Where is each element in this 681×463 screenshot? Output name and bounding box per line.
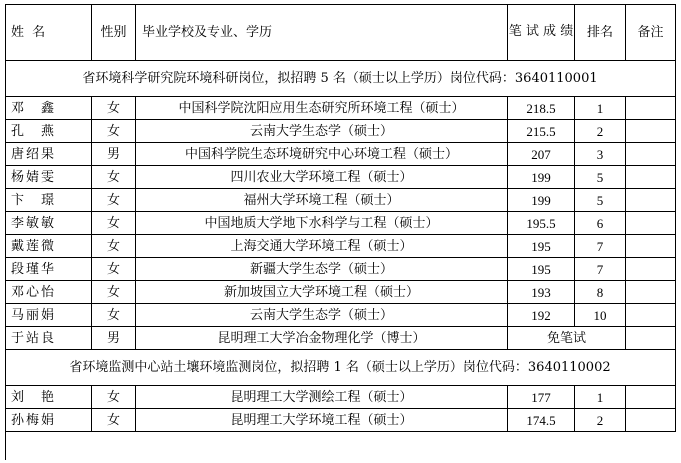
- section-title: 省环境科学研究院环境科研岗位，拟招聘 5 名（硕士以上学历）岗位代码：3640110001: [5, 61, 676, 97]
- candidate-name: 孙梅娟: [5, 409, 92, 432]
- candidate-name: 卞 璟: [5, 189, 92, 212]
- candidate-name: 于站良: [5, 327, 92, 350]
- candidate-rank: 2: [575, 120, 626, 143]
- candidate-rank: 7: [575, 235, 626, 258]
- candidate-note: [626, 304, 676, 327]
- candidate-name: 唐绍果: [5, 143, 92, 166]
- candidate-gender: 男: [92, 327, 136, 350]
- candidate-school: 四川农业大学环境工程（硕士）: [136, 166, 508, 189]
- candidate-gender: 女: [92, 386, 136, 409]
- candidate-school: 新加坡国立大学环境工程（硕士）: [136, 281, 508, 304]
- candidate-note: [626, 281, 676, 304]
- header-name: 姓 名: [5, 4, 92, 61]
- candidate-rank: 3: [575, 143, 626, 166]
- candidate-gender: 女: [92, 97, 136, 120]
- candidate-gender: 女: [92, 235, 136, 258]
- candidate-name: 李敏敏: [5, 212, 92, 235]
- candidate-rank: 1: [575, 97, 626, 120]
- candidate-rank: 10: [575, 304, 626, 327]
- exempt-note: 免笔试: [508, 327, 626, 350]
- candidate-score: 218.5: [508, 97, 575, 120]
- header-rank: 排名: [575, 4, 626, 61]
- candidate-note: [626, 327, 676, 350]
- candidate-score: 199: [508, 166, 575, 189]
- candidate-rank: 8: [575, 281, 626, 304]
- candidate-score: 199: [508, 189, 575, 212]
- candidate-name: 杨婧雯: [5, 166, 92, 189]
- candidate-note: [626, 258, 676, 281]
- candidate-rank: 6: [575, 212, 626, 235]
- candidate-score: 195.5: [508, 212, 575, 235]
- candidate-rank: 5: [575, 166, 626, 189]
- candidate-rank: 2: [575, 409, 626, 432]
- candidate-name: 段瑾华: [5, 258, 92, 281]
- candidate-note: [626, 409, 676, 432]
- candidate-gender: 女: [92, 120, 136, 143]
- candidate-gender: 女: [92, 304, 136, 327]
- candidate-school: 云南大学生态学（硕士）: [136, 304, 508, 327]
- candidate-rank: 1: [575, 386, 626, 409]
- candidate-rank: 5: [575, 189, 626, 212]
- candidate-school: 中国科学院生态环境研究中心环境工程（硕士）: [136, 143, 508, 166]
- candidate-note: [626, 143, 676, 166]
- header-school: 毕业学校及专业、学历: [136, 4, 508, 61]
- candidate-score: 215.5: [508, 120, 575, 143]
- candidate-score: 174.5: [508, 409, 575, 432]
- candidate-score: 177: [508, 386, 575, 409]
- candidate-gender: 女: [92, 258, 136, 281]
- candidate-note: [626, 189, 676, 212]
- candidate-school: 云南大学生态学（硕士）: [136, 120, 508, 143]
- candidate-school: 上海交通大学环境工程（硕士）: [136, 235, 508, 258]
- candidate-gender: 女: [92, 409, 136, 432]
- candidate-score: 195: [508, 258, 575, 281]
- results-table: [5, 4, 676, 460]
- candidate-score: 195: [508, 235, 575, 258]
- candidate-gender: 男: [92, 143, 136, 166]
- candidate-school: 昆明理工大学环境工程（硕士）: [136, 409, 508, 432]
- candidate-name: 邓心怡: [5, 281, 92, 304]
- candidate-note: [626, 386, 676, 409]
- candidate-school: 昆明理工大学冶金物理化学（博士）: [136, 327, 508, 350]
- candidate-note: [626, 166, 676, 189]
- candidate-name: 刘 艳: [5, 386, 92, 409]
- candidate-gender: 女: [92, 189, 136, 212]
- candidate-school: 中国科学院沈阳应用生态研究所环境工程（硕士）: [136, 97, 508, 120]
- candidate-score: 207: [508, 143, 575, 166]
- candidate-score: 192: [508, 304, 575, 327]
- candidate-note: [626, 235, 676, 258]
- header-note: 备注: [626, 4, 676, 61]
- candidate-name: 马丽娟: [5, 304, 92, 327]
- candidate-rank: 7: [575, 258, 626, 281]
- candidate-gender: 女: [92, 166, 136, 189]
- section-title: 省环境监测中心站土壤环境监测岗位，拟招聘 1 名（硕士以上学历）岗位代码：3640110002: [5, 350, 676, 386]
- candidate-name: 孔 燕: [5, 120, 92, 143]
- candidate-gender: 女: [92, 281, 136, 304]
- candidate-gender: 女: [92, 212, 136, 235]
- candidate-school: 福州大学环境工程（硕士）: [136, 189, 508, 212]
- candidate-note: [626, 97, 676, 120]
- candidate-score: 193: [508, 281, 575, 304]
- candidate-note: [626, 212, 676, 235]
- candidate-name: 邓 鑫: [5, 97, 92, 120]
- header-score: 笔 试 成 绩: [508, 4, 575, 61]
- candidate-name: 戴莲微: [5, 235, 92, 258]
- header-gender: 性别: [92, 4, 136, 61]
- candidate-school: 新疆大学生态学（硕士）: [136, 258, 508, 281]
- candidate-note: [626, 120, 676, 143]
- candidate-school: 昆明理工大学测绘工程（硕士）: [136, 386, 508, 409]
- candidate-school: 中国地质大学地下水科学与工程（硕士）: [136, 212, 508, 235]
